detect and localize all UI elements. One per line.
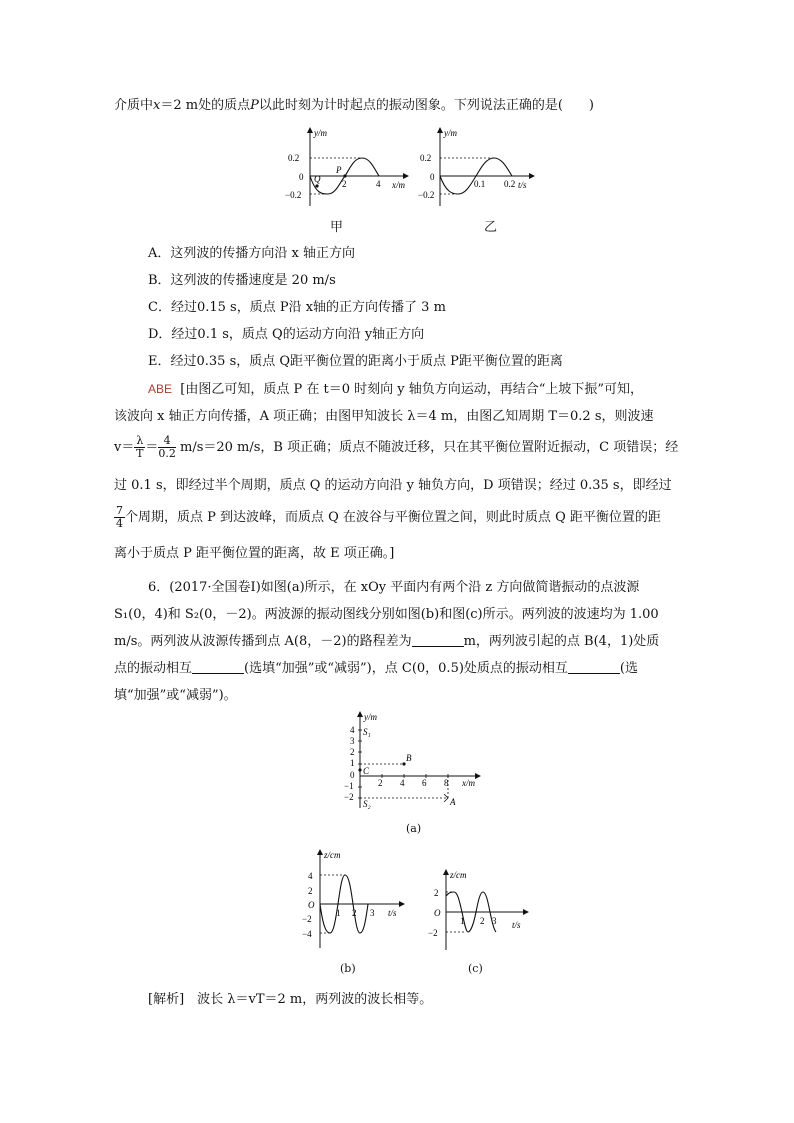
q6-line-4: 点的振动相互 (选填“加强”或“减弱”)，点 C(0，0.5)处质点的振动相互 (选 [114,661,638,676]
analysis-line: [解析] 波长 λ＝vT＝2 m，两列波的波长相等。 [148,992,433,1007]
q6-line-5: 填“加强”或“减弱”)。 [114,688,237,703]
solution-line-6: 离小于质点 P 距平衡位置的距离，故 E 项正确。] [114,546,395,561]
svg-text:4: 4 [400,778,405,788]
svg-text:−2: −2 [428,928,438,938]
solution-line-4: 过 0.1 s，即经过半个周期，质点 Q 的运动方向沿 y 轴负方向，D 项错误；经过 0.35 s，即经过 [114,478,672,493]
svg-text:0: 0 [430,172,435,182]
answer-badge: ABE [148,382,173,396]
svg-text:0: 0 [299,172,304,182]
svg-text:1: 1 [460,916,465,926]
source-s2-label: S₂ [363,799,371,809]
figure-a [340,708,490,812]
svg-text:1: 1 [336,908,341,918]
point-c-label: C [363,766,370,776]
svg-text:1: 1 [350,758,355,768]
svg-text:y/m: y/m [364,712,377,722]
svg-text:−2: −2 [302,914,312,924]
yi-xlabel: t/s [518,180,527,190]
figure-yi [418,124,538,216]
svg-text:−2: −2 [344,792,354,802]
svg-text:3: 3 [350,736,355,746]
solution-line-2: 该波向 x 轴正方向传播，A 项正确；由图甲知波长 λ＝4 m，由图乙知周期 T＝0.2 s，则波速 [114,409,654,424]
svg-text:−4: −4 [302,929,312,939]
svg-text:0.2: 0.2 [420,153,432,163]
svg-text:0: 0 [350,770,355,780]
svg-text:z/cm: z/cm [450,870,467,880]
solution-line-5: $\frac{7}{4}$ 个周期，质点 P 到达波峰，而质点 Q 在波谷与平衡位置之间，则此时质点 Q 距平衡位置的距 [116,504,661,530]
q6-line-1: 6．(2017·全国卷Ⅰ)如图(a)所示，在 xOy 平面内有两个沿 z 方向做简谐振动的点波源 [148,580,640,595]
blank-point-b[interactable] [192,659,244,674]
question-intro: 介质中x＝2 m处的质点P以此时刻为计时起点的振动图象。下列说法正确的是( ) [114,98,594,113]
jia-ylabel: y/m [314,128,327,138]
option-b: B．这列波的传播速度是 20 m/s [148,273,336,288]
fraction-lambda-t: $\frac{\lambda}{T}$ [136,434,144,460]
figure-c [424,866,534,956]
point-b-label: B [406,753,412,763]
svg-text:4: 4 [376,179,381,189]
svg-text:3: 3 [370,908,375,918]
svg-text:2: 2 [352,908,357,918]
svg-text:−1: −1 [344,781,354,791]
option-d: D．经过0.1 s，质点 Q的运动方向沿 y轴正方向 [148,327,425,342]
yi-caption: 乙 [484,220,498,235]
figure-b-caption: (b) [340,962,356,975]
svg-text:0.2: 0.2 [504,179,516,189]
svg-text:3: 3 [492,916,497,926]
svg-text:4: 4 [350,725,355,735]
jia-point-p: P [336,165,342,175]
blank-point-c[interactable] [568,659,620,674]
option-e: E．经过0.35 s，质点 Q距平衡位置的距离小于质点 P距平衡位置的距离 [148,354,563,369]
svg-text:t/s: t/s [512,920,521,930]
svg-text:O: O [308,900,315,910]
q6-line-2: S₁(0，4)和 S₂(0，－2)。两波源的振动图线分别如图(b)和图(c)所示。两列波的波速均为 1.00 [114,607,659,622]
svg-text:2: 2 [342,179,347,189]
svg-text:t/s: t/s [388,908,397,918]
svg-text:2: 2 [350,747,355,757]
figure-a-caption: (a) [406,822,422,835]
solution-line-1: ABE [由图乙可知，质点 P 在 t＝0 时刻向 y 轴负方向运动，再结合“上坡下振”可知， [148,382,644,397]
figure-jia [284,124,414,216]
jia-point-q: Q [314,174,321,184]
jia-xlabel: x/m [392,180,405,190]
svg-text:2: 2 [308,886,313,896]
svg-text:−0.2: −0.2 [418,190,435,200]
jia-caption: 甲 [330,220,344,235]
fraction-7-4: $\frac{7}{4}$ [116,504,123,530]
solution-line-3: v＝ $\frac{\lambda}{T}$ ＝ $\frac{4}{0.2}$ m/s＝20 m/s，B 项正确；质点不随波迁移，只在其平衡位置附近振动，C 项错误；经 [114,434,679,460]
svg-text:z/cm: z/cm [324,850,341,860]
svg-text:0.2: 0.2 [288,153,300,163]
q6-line-3: m/s。两列波从波源传播到点 A(8，－2)的路程差为 m，两列波引起的点 B(4，1)处质 [114,634,660,649]
svg-text:2: 2 [434,888,439,898]
svg-text:x/m: x/m [462,778,475,788]
svg-text:4: 4 [308,871,313,881]
option-a: A．这列波的传播方向沿 x 轴正方向 [148,246,355,261]
yi-ylabel: y/m [444,128,457,138]
svg-text:2: 2 [378,778,383,788]
point-a-label: A [450,797,456,807]
blank-path-difference[interactable] [412,632,464,647]
svg-text:O: O [434,908,441,918]
figure-b [298,846,408,952]
fraction-4-02: $\frac{4}{0.2}$ [158,434,176,460]
svg-text:−0.2: −0.2 [285,190,302,200]
svg-text:2: 2 [480,916,485,926]
svg-text:8: 8 [444,778,449,788]
source-s1-label: S₁ [363,727,371,737]
option-c: C．经过0.15 s，质点 P沿 x轴的正方向传播了 3 m [148,300,446,315]
figure-c-caption: (c) [468,962,483,975]
svg-text:6: 6 [422,778,427,788]
svg-text:0.1: 0.1 [474,179,486,189]
